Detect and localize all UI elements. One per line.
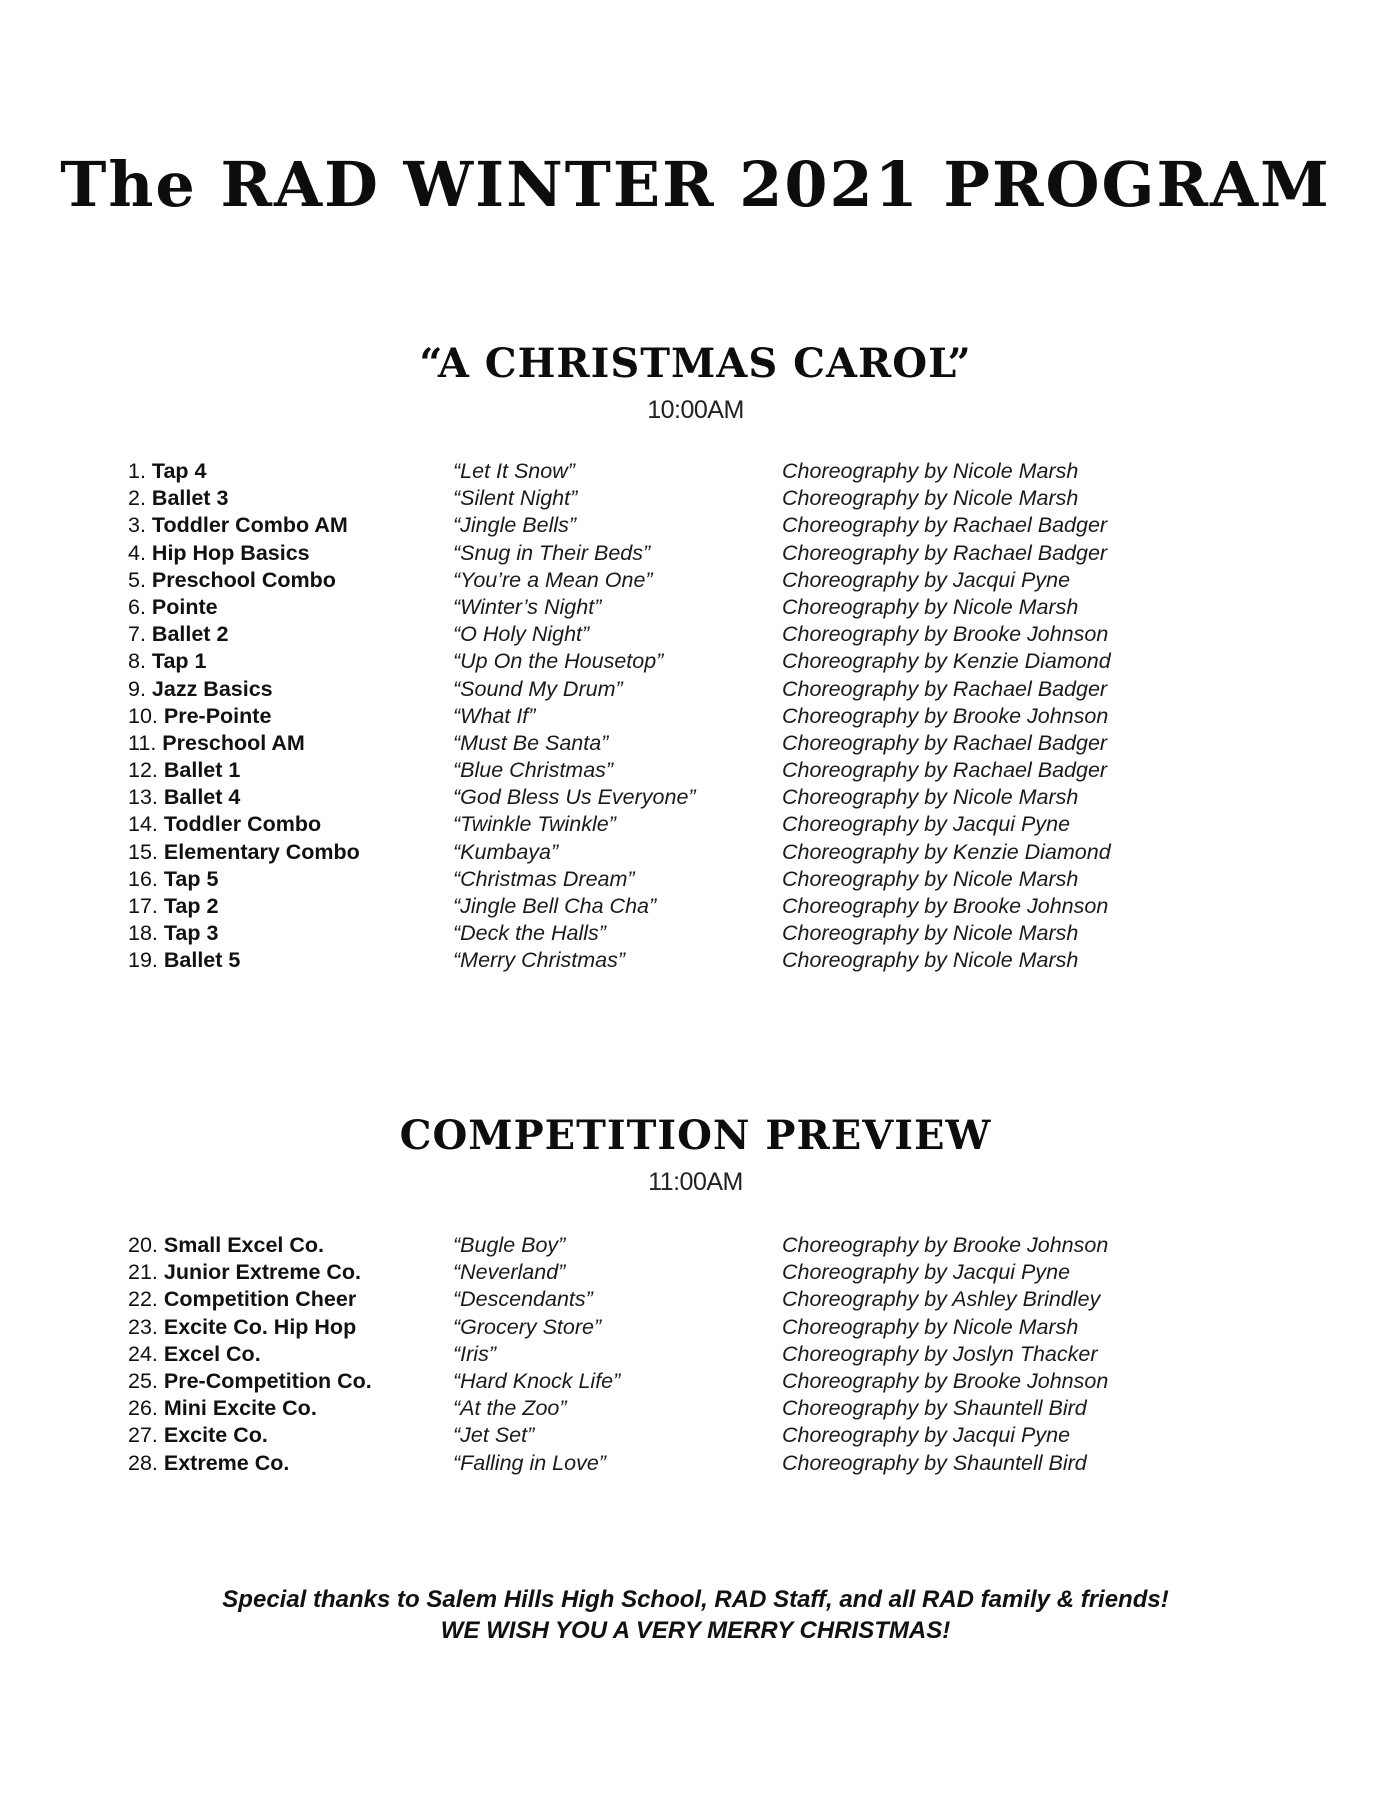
choreographer: Choreography by Nicole Marsh xyxy=(782,459,1079,483)
class-cell xyxy=(128,540,310,567)
page-title: The RAD WINTER 2021 PROGRAM xyxy=(60,148,1331,221)
program-row xyxy=(128,947,1328,974)
class-cell xyxy=(128,947,240,974)
class-cell xyxy=(128,1395,317,1422)
class-name: Tap 5 xyxy=(163,866,219,891)
song-title: “God Bless Us Everyone” xyxy=(453,785,696,810)
item-number: 18. xyxy=(128,921,158,946)
class-cell xyxy=(128,1232,324,1259)
item-number: 12. xyxy=(128,758,158,783)
class-name: Tap 1 xyxy=(151,649,207,674)
choreographer: Choreography by Jacqui Pyne xyxy=(782,567,1071,592)
song-title: “Must Be Santa” xyxy=(453,730,609,755)
item-number: 21. xyxy=(128,1260,158,1285)
song-title: “Bugle Boy” xyxy=(453,1233,566,1257)
program-row xyxy=(128,703,1328,730)
program-row xyxy=(128,648,1328,675)
item-number: 14. xyxy=(128,812,158,837)
song-title: “Jet Set” xyxy=(453,1423,535,1448)
program-row xyxy=(128,485,1328,512)
class-cell xyxy=(128,703,271,730)
item-number: 15. xyxy=(128,839,158,864)
class-name: Small Excel Co. xyxy=(163,1233,325,1257)
item-number: 22. xyxy=(128,1287,158,1312)
item-number: 4. xyxy=(128,540,146,565)
choreographer: Choreography by Rachael Badger xyxy=(782,676,1108,701)
item-number: 16. xyxy=(128,866,158,891)
choreographer: Choreography by Nicole Marsh xyxy=(782,948,1079,973)
class-name: Pointe xyxy=(151,594,218,619)
choreographer: Choreography by Brooke Johnson xyxy=(782,894,1109,918)
song-title: “Sound My Drum” xyxy=(453,676,623,701)
song-title: “Snug in Their Beds” xyxy=(453,540,651,565)
class-cell xyxy=(128,757,240,784)
class-cell xyxy=(128,1341,261,1368)
class-cell xyxy=(128,676,273,703)
song-title: “Iris” xyxy=(453,1341,496,1366)
class-name: Toddler Combo xyxy=(163,812,322,837)
item-number: 2. xyxy=(128,486,146,511)
class-cell xyxy=(128,648,206,675)
program-row xyxy=(128,1450,1328,1477)
item-number: 11. xyxy=(128,730,157,755)
class-name: Excel Co. xyxy=(163,1341,261,1366)
class-cell xyxy=(128,567,336,594)
item-number: 6. xyxy=(128,594,146,619)
song-title: “Falling in Love” xyxy=(453,1450,606,1475)
item-number: 26. xyxy=(128,1396,158,1421)
class-cell xyxy=(128,784,240,811)
class-cell xyxy=(128,621,228,648)
program-list-competition-preview xyxy=(128,1232,1328,1477)
item-number: 19. xyxy=(128,948,158,973)
class-name: Toddler Combo AM xyxy=(151,513,348,538)
program-row xyxy=(128,512,1328,539)
program-row xyxy=(128,1232,1328,1259)
item-number: 28. xyxy=(128,1450,158,1475)
program-row xyxy=(128,811,1328,838)
class-cell xyxy=(128,811,321,838)
class-cell xyxy=(128,866,218,893)
choreographer: Choreography by Nicole Marsh xyxy=(782,594,1079,619)
program-row xyxy=(128,866,1328,893)
song-title: “Descendants” xyxy=(453,1287,593,1312)
program-row xyxy=(128,757,1328,784)
class-name: Preschool Combo xyxy=(151,567,336,592)
class-name: Ballet 3 xyxy=(151,486,229,511)
merry-christmas-line: WE WISH YOU A VERY MERRY CHRISTMAS! xyxy=(440,1617,951,1644)
program-row xyxy=(128,458,1328,485)
song-title: “Kumbaya” xyxy=(453,839,559,864)
program-row xyxy=(128,1368,1328,1395)
song-title: “Blue Christmas” xyxy=(453,758,614,783)
choreographer: Choreography by Shauntell Bird xyxy=(782,1450,1087,1475)
choreographer: Choreography by Nicole Marsh xyxy=(782,486,1079,511)
program-row xyxy=(128,730,1328,757)
choreographer: Choreography by Jacqui Pyne xyxy=(782,1260,1071,1285)
class-name: Pre-Pointe xyxy=(163,703,272,728)
song-title: “Winter’s Night” xyxy=(453,594,602,619)
class-cell xyxy=(128,1422,268,1449)
item-number: 3. xyxy=(128,513,146,538)
class-cell xyxy=(128,839,360,866)
class-name: Ballet 2 xyxy=(151,622,229,647)
class-cell xyxy=(128,1314,356,1341)
choreographer: Choreography by Jacqui Pyne xyxy=(782,1423,1071,1448)
program-row xyxy=(128,1259,1328,1286)
item-number: 9. xyxy=(128,676,146,701)
program-row xyxy=(128,594,1328,621)
item-number: 25. xyxy=(128,1368,158,1393)
song-title: “Let It Snow” xyxy=(453,459,575,483)
song-title: “Jingle Bells” xyxy=(453,513,577,538)
class-name: Competition Cheer xyxy=(163,1287,357,1312)
choreographer: Choreography by Nicole Marsh xyxy=(782,785,1079,810)
choreographer: Choreography by Brooke Johnson xyxy=(782,1233,1109,1257)
choreographer: Choreography by Nicole Marsh xyxy=(782,921,1079,946)
song-title: “You’re a Mean One” xyxy=(453,567,653,592)
choreographer: Choreography by Kenzie Diamond xyxy=(782,839,1111,864)
song-title: “At the Zoo” xyxy=(453,1396,567,1421)
program-row xyxy=(128,893,1328,920)
choreographer: Choreography by Brooke Johnson xyxy=(782,1368,1109,1393)
item-number: 13. xyxy=(128,785,158,810)
choreographer: Choreography by Jacqui Pyne xyxy=(782,812,1071,837)
item-number: 23. xyxy=(128,1314,158,1339)
class-cell xyxy=(128,594,218,621)
class-name: Excite Co. xyxy=(163,1423,268,1448)
class-name: Tap 2 xyxy=(163,894,219,918)
program-row xyxy=(128,1314,1328,1341)
class-cell xyxy=(128,893,218,920)
item-number: 10. xyxy=(128,703,158,728)
class-name: Mini Excite Co. xyxy=(163,1396,317,1421)
class-cell xyxy=(128,458,206,485)
class-cell xyxy=(128,485,228,512)
song-title: “Jingle Bell Cha Cha” xyxy=(453,894,657,918)
class-cell xyxy=(128,1286,356,1313)
song-title: “Neverland” xyxy=(453,1260,566,1285)
song-title: “Twinkle Twinkle” xyxy=(453,812,616,837)
choreographer: Choreography by Joslyn Thacker xyxy=(782,1341,1098,1366)
choreographer: Choreography by Rachael Badger xyxy=(782,758,1108,783)
choreographer: Choreography by Rachael Badger xyxy=(782,730,1108,755)
program-row xyxy=(128,1286,1328,1313)
program-row xyxy=(128,1341,1328,1368)
program-row xyxy=(128,920,1328,947)
section-time-competition-preview: 11:00AM xyxy=(648,1168,743,1196)
class-name: Preschool AM xyxy=(162,730,305,755)
item-number: 7. xyxy=(128,622,146,647)
special-thanks-line: Special thanks to Salem Hills High School, RAD Staff, and all RAD family & friends! xyxy=(222,1586,1169,1613)
class-name: Excite Co. Hip Hop xyxy=(163,1314,357,1339)
section-time-christmas-carol: 10:00AM xyxy=(647,396,744,424)
class-name: Ballet 1 xyxy=(163,758,241,783)
program-list-christmas-carol xyxy=(128,458,1328,975)
class-cell xyxy=(128,1368,372,1395)
item-number: 1. xyxy=(128,459,146,483)
program-row xyxy=(128,1395,1328,1422)
song-title: “Up On the Housetop” xyxy=(453,649,664,674)
choreographer: Choreography by Nicole Marsh xyxy=(782,1314,1079,1339)
class-cell xyxy=(128,730,305,757)
item-number: 24. xyxy=(128,1341,158,1366)
item-number: 27. xyxy=(128,1423,158,1448)
item-number: 8. xyxy=(128,649,146,674)
class-name: Extreme Co. xyxy=(163,1450,290,1475)
song-title: “What If” xyxy=(453,703,536,728)
class-cell xyxy=(128,1450,289,1477)
song-title: “Christmas Dream” xyxy=(453,866,635,891)
program-row xyxy=(128,621,1328,648)
class-name: Pre-Competition Co. xyxy=(163,1368,372,1393)
class-name: Tap 4 xyxy=(151,459,207,483)
choreographer: Choreography by Brooke Johnson xyxy=(782,622,1109,647)
class-name: Tap 3 xyxy=(163,921,219,946)
item-number: 20. xyxy=(128,1233,158,1257)
class-cell xyxy=(128,1259,361,1286)
program-row xyxy=(128,784,1328,811)
class-cell xyxy=(128,920,218,947)
program-row xyxy=(128,540,1328,567)
choreographer: Choreography by Rachael Badger xyxy=(782,540,1108,565)
song-title: “Hard Knock Life” xyxy=(453,1368,621,1393)
item-number: 5. xyxy=(128,567,146,592)
choreographer: Choreography by Nicole Marsh xyxy=(782,866,1079,891)
song-title: “Silent Night” xyxy=(453,486,578,511)
song-title: “Deck the Halls” xyxy=(453,921,606,946)
song-title: “O Holy Night” xyxy=(453,622,590,647)
choreographer: Choreography by Brooke Johnson xyxy=(782,703,1109,728)
song-title: “Grocery Store” xyxy=(453,1314,602,1339)
class-name: Ballet 4 xyxy=(163,785,241,810)
class-name: Junior Extreme Co. xyxy=(163,1260,362,1285)
class-name: Elementary Combo xyxy=(163,839,360,864)
class-cell xyxy=(128,512,348,539)
section-title-christmas-carol: “A CHRISTMAS CAROL” xyxy=(419,340,972,387)
class-name: Hip Hop Basics xyxy=(151,540,310,565)
class-name: Jazz Basics xyxy=(151,676,273,701)
item-number: 17. xyxy=(128,894,158,918)
section-title-competition-preview: COMPETITION PREVIEW xyxy=(399,1112,992,1159)
choreographer: Choreography by Kenzie Diamond xyxy=(782,649,1111,674)
choreographer: Choreography by Rachael Badger xyxy=(782,513,1108,538)
choreographer: Choreography by Shauntell Bird xyxy=(782,1396,1087,1421)
class-name: Ballet 5 xyxy=(163,948,241,973)
choreographer: Choreography by Ashley Brindley xyxy=(782,1287,1101,1312)
program-row xyxy=(128,1422,1328,1449)
program-row xyxy=(128,839,1328,866)
song-title: “Merry Christmas” xyxy=(453,948,625,973)
program-row xyxy=(128,676,1328,703)
program-row xyxy=(128,567,1328,594)
